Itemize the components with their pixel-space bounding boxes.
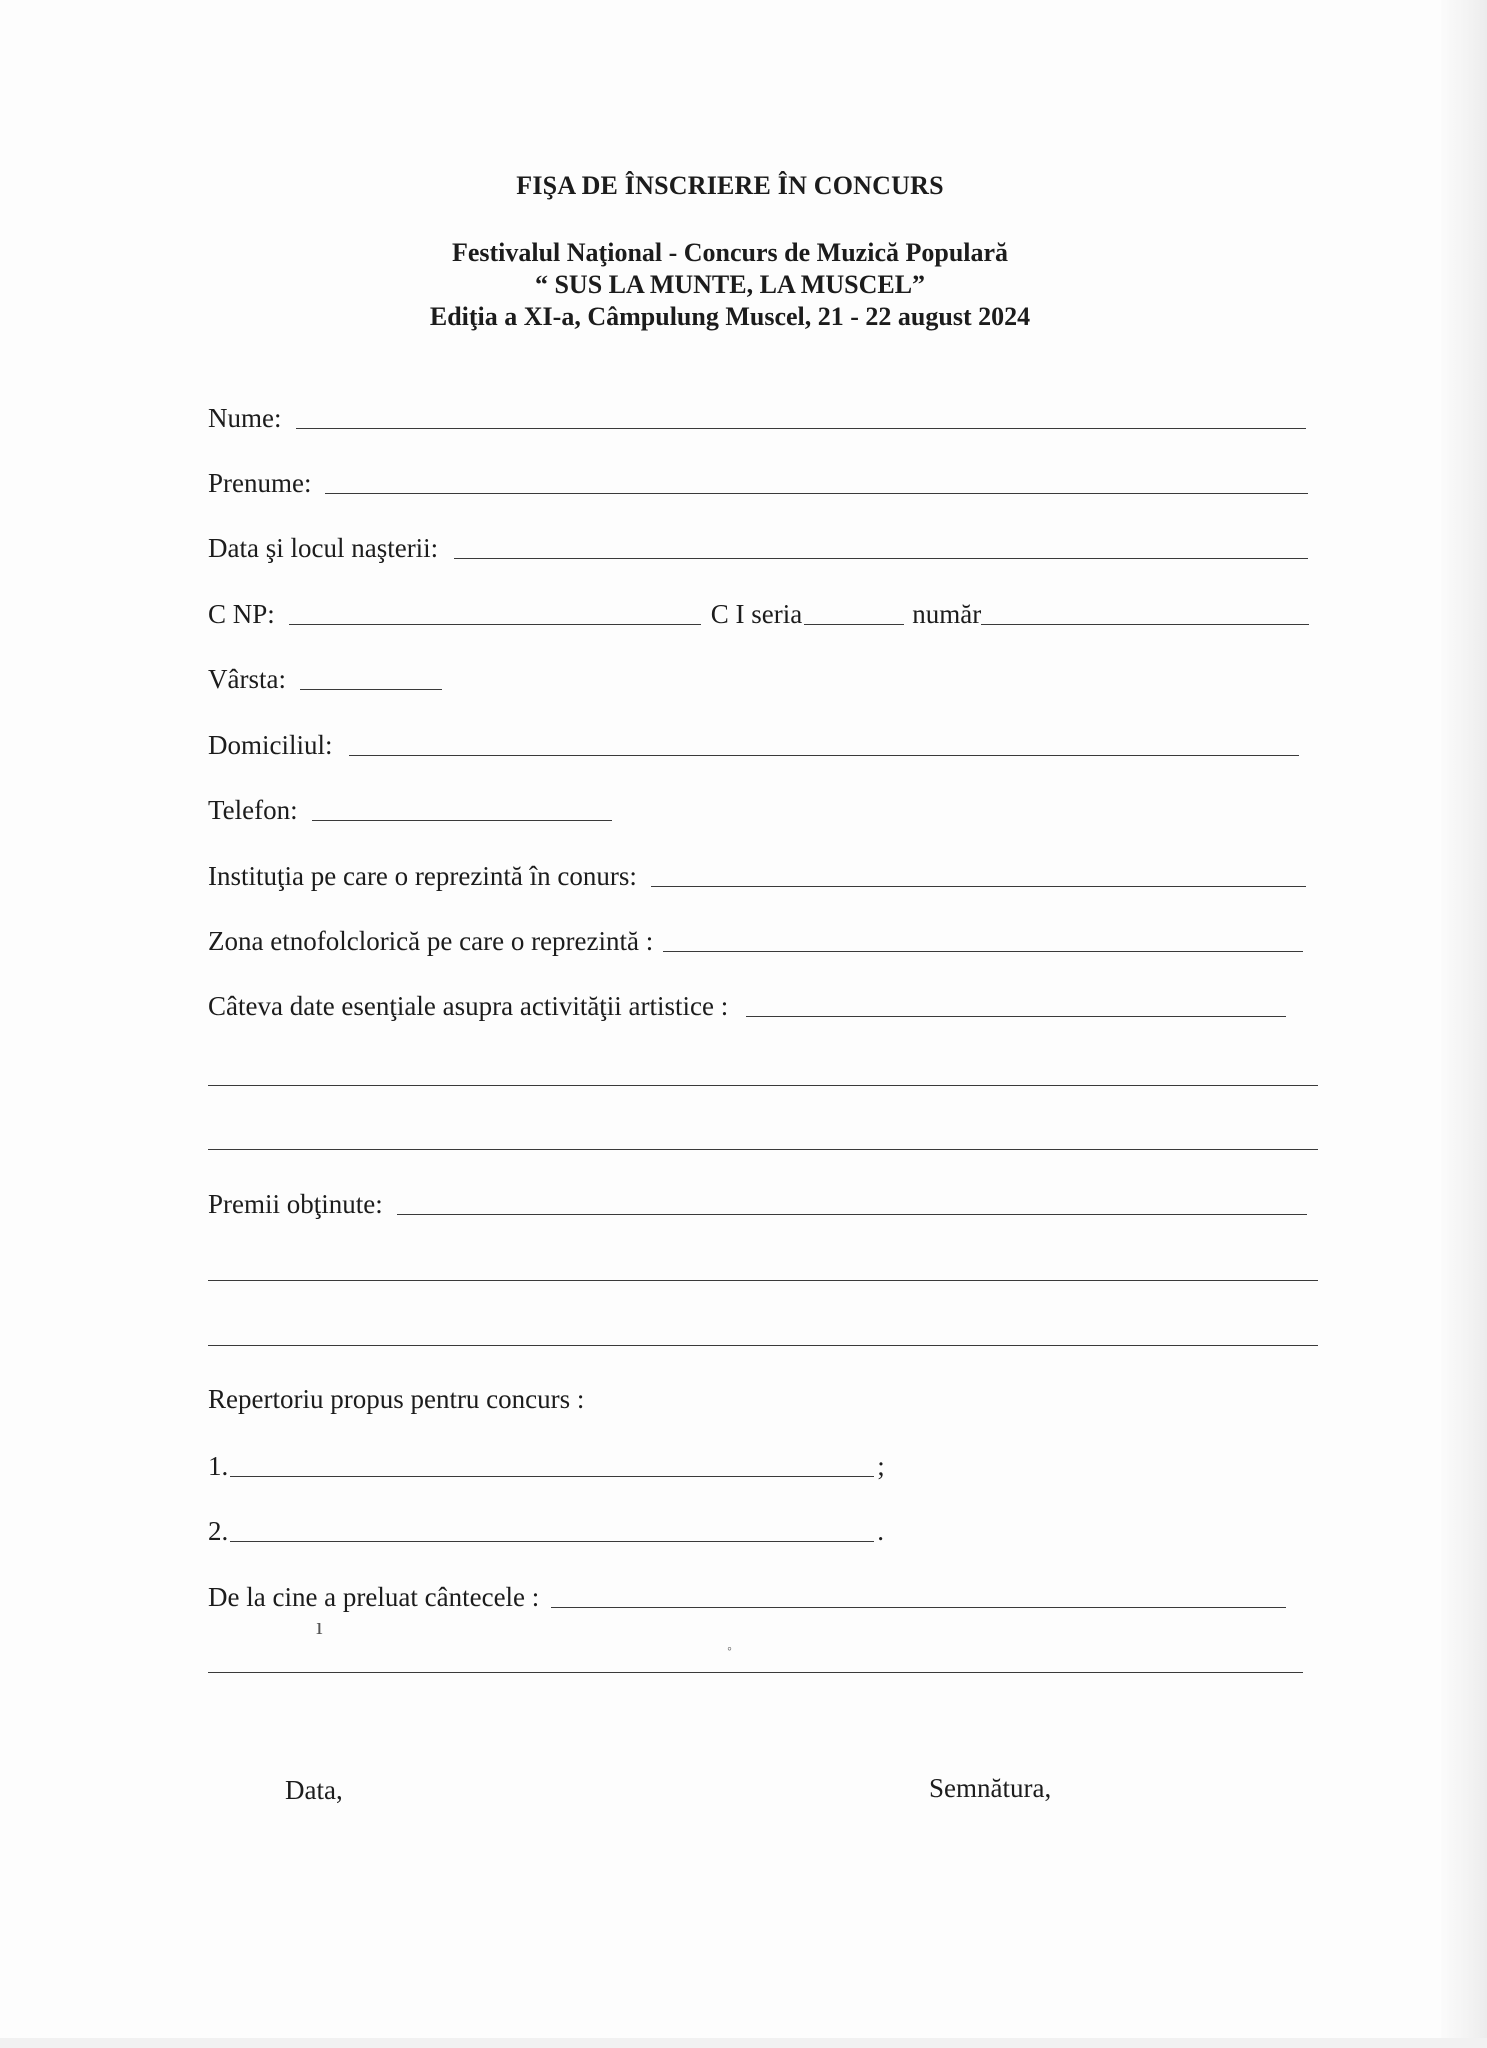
field-nume [208, 400, 1306, 436]
blank-preluat[interactable] [551, 1606, 1286, 1608]
blank-telefon[interactable] [312, 819, 612, 821]
label-item-2-number: 2. [208, 1516, 229, 1546]
label-domiciliul: Domiciliul: [208, 730, 333, 760]
repertoriu-item-2 [208, 1513, 884, 1549]
label-date-esentiale: Câteva date esenţiale asupra activităţii artistice : [208, 991, 729, 1021]
blank-date-esentiale[interactable] [746, 1015, 1286, 1017]
label-varsta: Vârsta: [208, 664, 286, 694]
blank-domiciliul[interactable] [349, 754, 1299, 756]
label-data-locul-nasterii: Data şi locul naşterii: [208, 533, 439, 563]
date-label: Data, [285, 1775, 343, 1805]
blank-varsta[interactable] [300, 688, 442, 690]
festival-name: Festivalul Naţional - Concurs de Muzică Populară [451, 238, 1009, 267]
blank-preluat-2[interactable] [208, 1672, 1303, 1673]
blank-ci-seria[interactable] [804, 623, 904, 625]
field-cnp-ci [208, 596, 1309, 632]
field-date-esentiale [208, 988, 1286, 1024]
label-repertoriu: Repertoriu propus pentru concurs : [208, 1384, 585, 1414]
blank-prenume[interactable] [325, 492, 1308, 494]
blank-date-esentiale-2[interactable] [208, 1085, 1318, 1086]
field-zona [208, 923, 1303, 959]
festival-edition: Ediţia a XI-a, Câmpulung Muscel, 21 - 22 august 2024 [429, 302, 1031, 331]
field-repertoriu [208, 1381, 584, 1417]
form-title: FIŞA DE ÎNSCRIERE ÎN CONCURS [516, 171, 944, 200]
label-prenume: Prenume: [208, 468, 312, 498]
blank-premii-2[interactable] [208, 1280, 1318, 1281]
field-data-locul-nasterii [208, 530, 1308, 566]
label-numar: număr [912, 599, 982, 629]
blank-premii-3[interactable] [208, 1345, 1318, 1346]
blank-cnp[interactable] [289, 623, 701, 625]
scan-mark: ı [316, 1614, 323, 1640]
field-preluat [208, 1579, 1286, 1615]
field-premii [208, 1186, 1307, 1222]
label-item-1-end: ; [877, 1451, 885, 1481]
label-ci-seria: C I seria [710, 599, 803, 629]
label-telefon: Telefon: [208, 795, 298, 825]
label-item-1-number: 1. [208, 1451, 229, 1481]
field-varsta [208, 661, 442, 697]
blank-repertoriu-2[interactable] [230, 1540, 874, 1542]
label-cnp: C NP: [208, 599, 275, 629]
scan-bottom-shadow [0, 2038, 1487, 2048]
blank-institutia[interactable] [651, 885, 1306, 887]
blank-zona[interactable] [663, 950, 1303, 952]
field-domiciliul [208, 727, 1299, 763]
scan-mark: ◦ [727, 1642, 732, 1657]
blank-nume[interactable] [296, 427, 1306, 429]
blank-date-esentiale-3[interactable] [208, 1149, 1318, 1150]
blank-numar[interactable] [981, 623, 1309, 625]
blank-data-locul-nasterii[interactable] [454, 557, 1308, 559]
repertoriu-item-1 [208, 1448, 885, 1484]
label-premii: Premii obţinute: [208, 1189, 383, 1219]
label-institutia: Instituţia pe care o reprezintă în conurs: [208, 861, 637, 891]
label-preluat: De la cine a preluat cântecele : [208, 1582, 540, 1612]
blank-premii[interactable] [397, 1213, 1307, 1215]
blank-repertoriu-1[interactable] [230, 1475, 874, 1477]
signature-label: Semnătura, [929, 1773, 1052, 1803]
field-institutia [208, 858, 1306, 894]
field-telefon [208, 792, 612, 828]
field-prenume [208, 465, 1308, 501]
label-zona: Zona etnofolclorică pe care o reprezintă : [208, 926, 654, 956]
festival-motto: “ SUS LA MUNTE, LA MUSCEL” [534, 270, 926, 299]
label-nume: Nume: [208, 403, 282, 433]
label-item-2-end: . [877, 1516, 884, 1546]
